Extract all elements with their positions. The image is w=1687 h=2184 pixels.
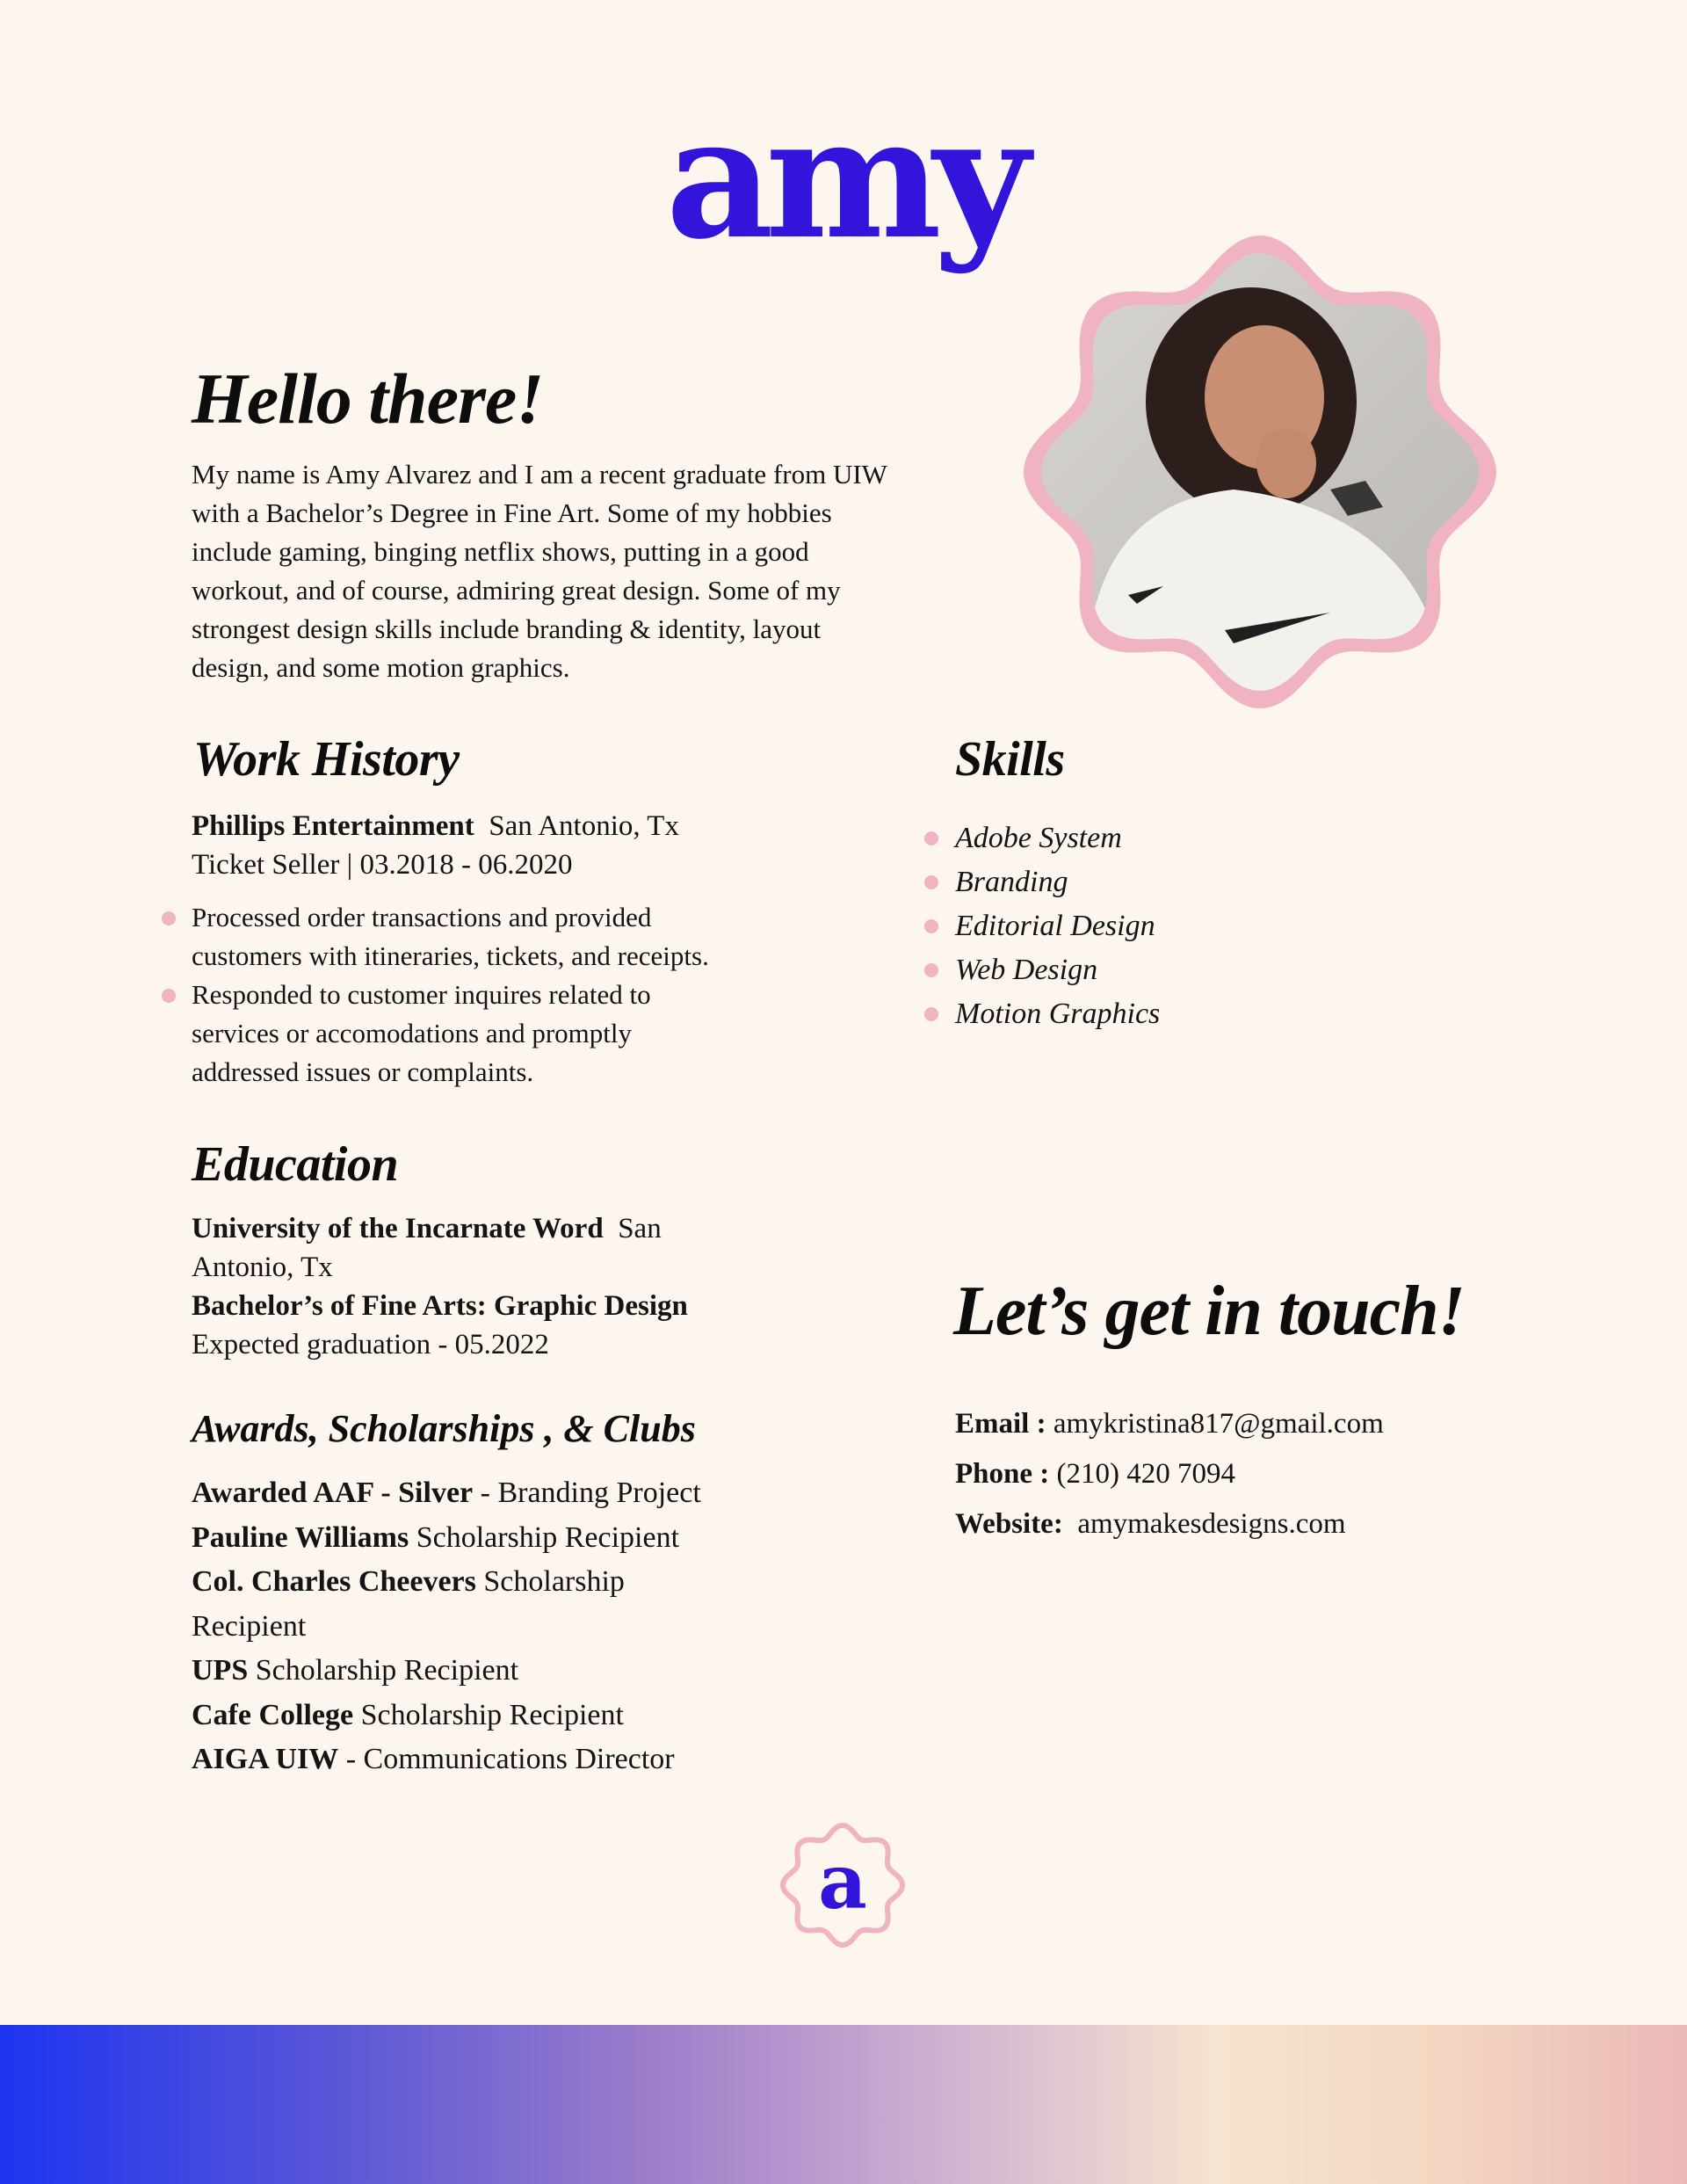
work-history-entry (192, 807, 679, 884)
contact-phone-row (955, 1449, 1384, 1499)
list-item (955, 948, 1160, 992)
award-name: AIGA UIW (192, 1743, 339, 1775)
list-item (955, 816, 1160, 860)
skill-name: Motion Graphics (955, 998, 1161, 1030)
contact-email-row (955, 1399, 1384, 1449)
list-item (192, 976, 709, 1092)
intro-line: design, and some motion graphics. (192, 652, 570, 683)
monogram-letter: a (818, 1838, 867, 1926)
list-item (955, 992, 1160, 1036)
intro-line: with a Bachelor’s Degree in Fine Art. Some of my hobbies (192, 497, 832, 528)
monogram-badge (778, 1821, 907, 1949)
education-degree: Bachelor’s of Fine Arts: Graphic Design (192, 1290, 688, 1322)
list-item (955, 904, 1160, 948)
list-item (192, 1738, 701, 1782)
list-item (192, 1516, 701, 1561)
contact-website-row (955, 1499, 1384, 1549)
intro-line: include gaming, binging netflix shows, putting in a good (192, 536, 809, 567)
duty-line: customers with itineraries, tickets, and receipts. (192, 940, 709, 971)
list-item (192, 1649, 701, 1694)
work-duties-list (192, 898, 709, 1092)
contact-heading: Let’s get in touch! (953, 1273, 1465, 1350)
award-detail: Scholarship (475, 1565, 625, 1598)
work-role: Ticket Seller | 03.2018 - 06.2020 (192, 849, 573, 881)
list-item (192, 1560, 701, 1605)
bullet-dot (162, 989, 176, 1003)
intro-paragraph (192, 455, 887, 687)
phone-link[interactable]: (210) 420 7094 (1056, 1458, 1235, 1490)
award-detail: Recipient (192, 1609, 307, 1643)
contact-info (955, 1399, 1384, 1549)
education-school: University of the Incarnate Word (192, 1213, 604, 1244)
skill-name: Web Design (955, 954, 1098, 986)
education-heading: Education (192, 1137, 399, 1192)
list-item (192, 1471, 701, 1516)
education-entry (192, 1209, 688, 1364)
intro-line: strongest design skills include branding & identity, layout (192, 613, 822, 644)
skill-name: Adobe System (955, 822, 1122, 854)
phone-label: Phone : (955, 1458, 1050, 1490)
work-location: San Antonio, Tx (489, 810, 679, 842)
list-item (955, 860, 1160, 904)
skills-heading: Skills (955, 732, 1065, 787)
award-detail: Scholarship Recipient (409, 1520, 680, 1554)
award-detail: - Communications Director (338, 1743, 675, 1775)
duty-line: Processed order transactions and provided (192, 902, 652, 932)
logo-wordmark: amy (665, 80, 1022, 276)
intro-line: workout, and of course, admiring great design. Some of my (192, 575, 841, 606)
awards-list (192, 1471, 701, 1782)
list-item (192, 1605, 701, 1650)
intro-line: My name is Amy Alvarez and I am a recent graduate from UIW (192, 459, 887, 490)
intro-heading: Hello there! (192, 359, 544, 439)
list-item (192, 898, 709, 976)
award-detail: Scholarship Recipient (248, 1654, 519, 1687)
award-name: Awarded AAF - Silver (192, 1477, 474, 1509)
duty-line: addressed issues or complaints. (192, 1056, 534, 1087)
work-company: Phillips Entertainment (192, 810, 474, 842)
bullet-dot (924, 963, 938, 977)
duty-line: services or accomodations and promptly (192, 1018, 633, 1048)
list-item (192, 1694, 701, 1738)
award-name: Pauline Williams (192, 1520, 409, 1554)
award-name: Cafe College (192, 1698, 354, 1731)
skill-name: Editorial Design (955, 910, 1155, 942)
award-detail: - Branding Project (473, 1477, 701, 1509)
education-graduation: Expected graduation - 05.2022 (192, 1329, 549, 1360)
work-company-line (192, 807, 679, 845)
award-name: Col. Charles Cheevers (192, 1565, 476, 1598)
profile-photo-frame (1021, 236, 1499, 708)
bullet-dot (924, 831, 938, 845)
website-link[interactable]: amymakesdesigns.com (1077, 1508, 1346, 1540)
bullet-dot (924, 919, 938, 933)
awards-heading: Awards, Scholarships , & Clubs (192, 1407, 696, 1450)
email-link[interactable]: amykristina817@gmail.com (1053, 1408, 1384, 1440)
education-location-cont: Antonio, Tx (192, 1252, 333, 1283)
bullet-dot (924, 875, 938, 889)
skills-list (955, 816, 1160, 1036)
skill-name: Branding (955, 866, 1068, 898)
award-name: UPS (192, 1654, 249, 1687)
education-school-line (192, 1209, 688, 1248)
duty-line: Responded to customer inquires related to (192, 979, 651, 1010)
bullet-dot (924, 1007, 938, 1021)
work-history-heading: Work History (193, 732, 460, 787)
bullet-dot (162, 911, 176, 925)
award-detail: Scholarship Recipient (353, 1698, 624, 1731)
email-label: Email : (955, 1408, 1046, 1440)
footer-gradient-bar (0, 2025, 1687, 2184)
education-location: San (618, 1213, 662, 1244)
website-label: Website: (955, 1508, 1063, 1540)
